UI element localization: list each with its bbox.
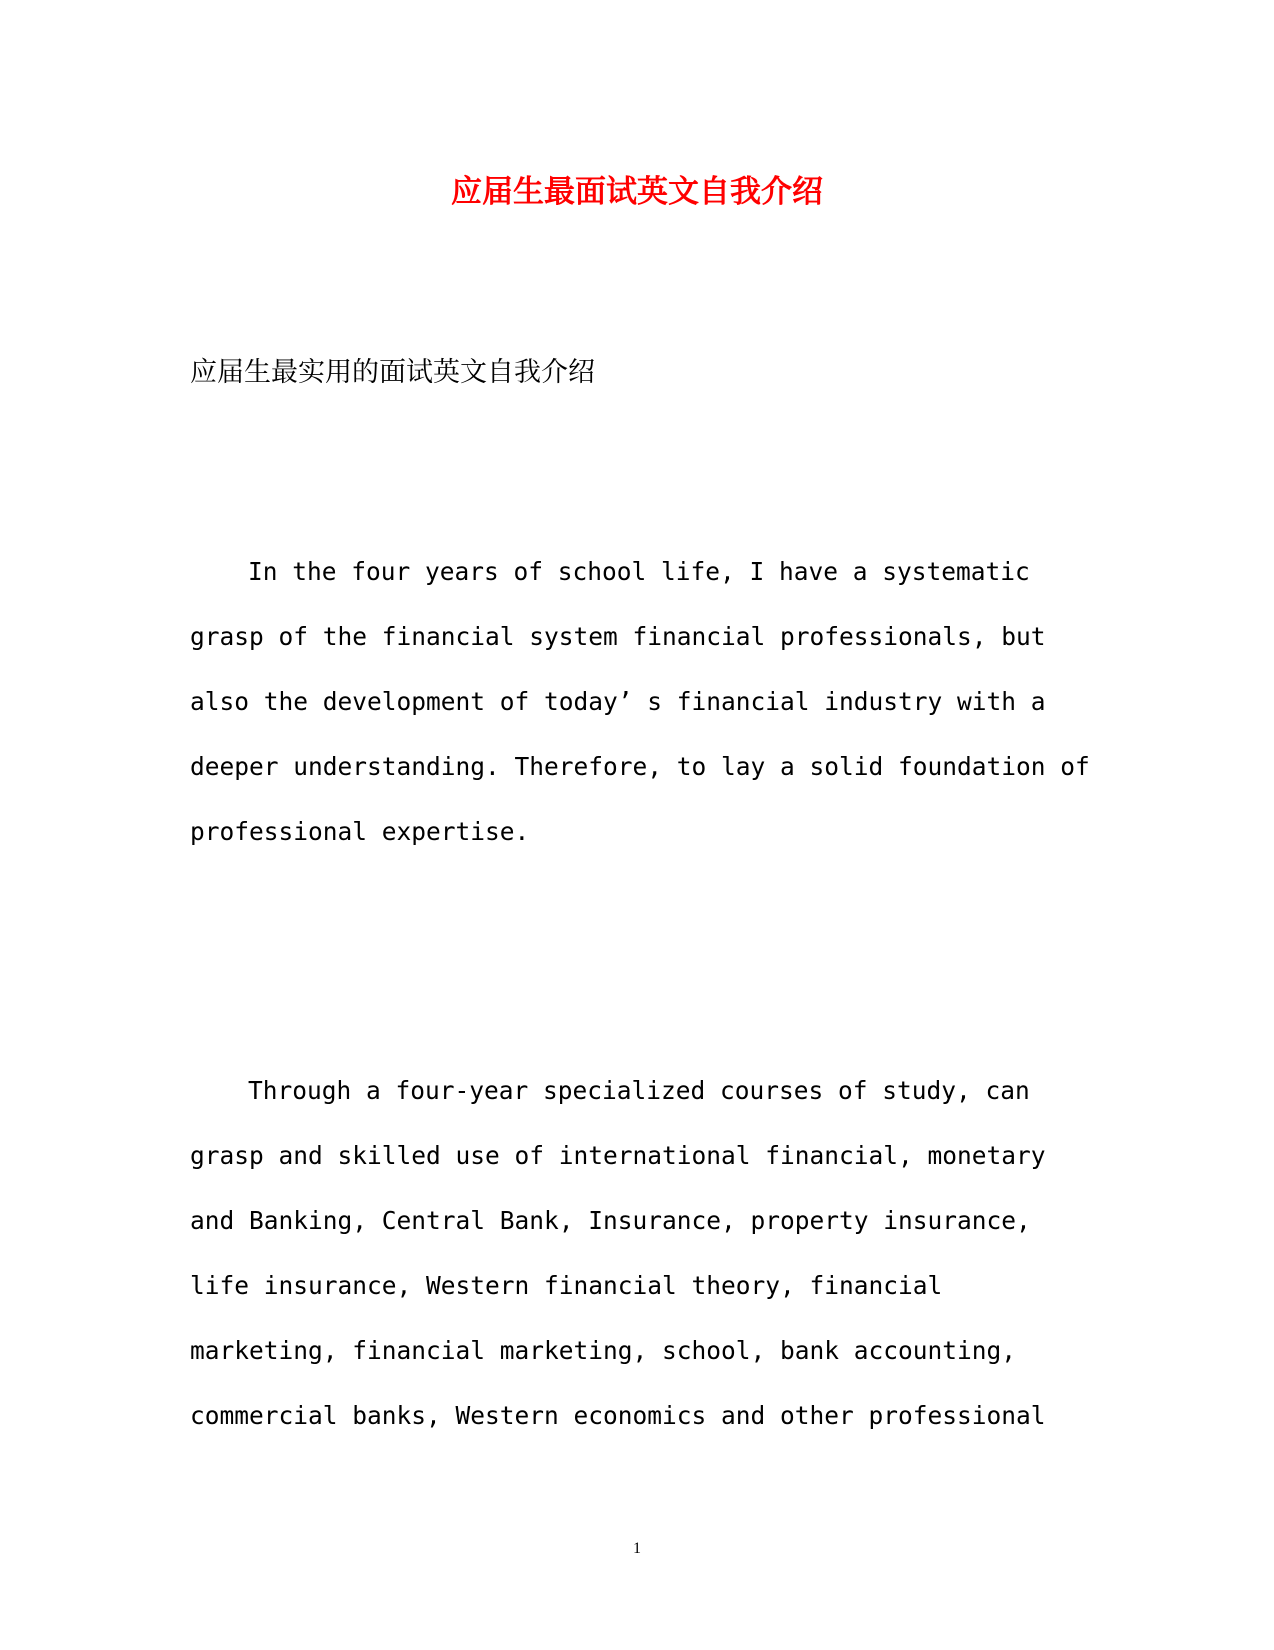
page-number: 1	[633, 1540, 641, 1557]
paragraph-line: Through a four-year specialized courses of study, can	[248, 1076, 1030, 1105]
paragraph-2	[190, 1058, 1090, 1448]
paragraph-line: also the development of today’ s financial industry with a	[190, 687, 1046, 716]
paragraph-line: and Banking, Central Bank, Insurance, property insurance,	[190, 1206, 1031, 1235]
paragraph-1	[190, 539, 1090, 864]
paragraph-line: life insurance, Western financial theory, financial	[190, 1271, 943, 1300]
paragraph-line: grasp and skilled use of international financial, monetary	[190, 1141, 1046, 1170]
document-title: 应届生最面试英文自我介绍	[451, 174, 823, 210]
paragraph-line: grasp of the financial system financial professionals, but	[190, 622, 1046, 651]
paragraph-line: commercial banks, Western economics and other professional	[190, 1401, 1046, 1430]
paragraph-line: marketing, financial marketing, school, bank accounting,	[190, 1336, 1017, 1365]
paragraph-line: professional expertise.	[190, 817, 530, 846]
document-subtitle: 应届生最实用的面试英文自我介绍	[190, 357, 595, 388]
paragraph-line: deeper understanding. Therefore, to lay a solid foundation of	[190, 752, 1090, 781]
paragraph-line: In the four years of school life, I have a systematic	[248, 557, 1030, 586]
